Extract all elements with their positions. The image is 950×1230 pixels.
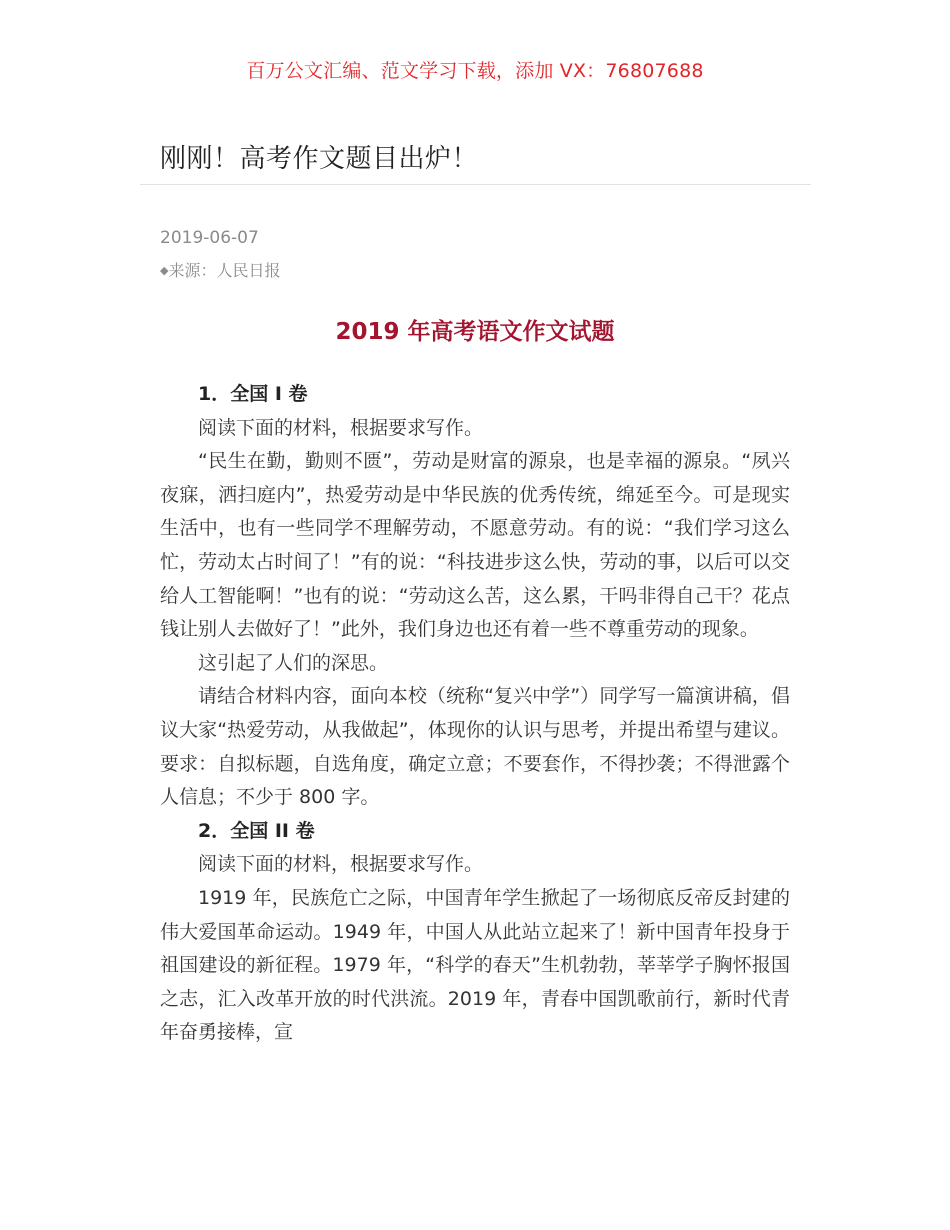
paragraph: 阅读下面的材料，根据要求写作。 bbox=[198, 416, 484, 439]
page-title: 刚刚！高考作文题目出炉！ bbox=[160, 144, 479, 174]
section-heading: 2019 年高考语文作文试题 bbox=[335, 319, 615, 345]
subheading-national-2: 2．全国 II 卷 bbox=[198, 819, 315, 842]
title-divider bbox=[140, 184, 811, 185]
paragraph: 1919 年，民族危亡之际，中国青年学生掀起了一场彻底反帝反封建的伟大爱国革命运动。1949 年，中国人从此站立起来了！新中国青年投身于祖国建设的新征程。1979 年，“科学的春天”生机勃勃，莘莘学子胸怀报国之志，汇入改革开放的时代洪流。2019 年，青春中国凯歌前行，新时代青年奋勇接棒，宣 bbox=[160, 886, 790, 1044]
paragraph: “民生在勤，勤则不匮”，劳动是财富的源泉，也是幸福的源泉。“夙兴夜寐，洒扫庭内”，热爱劳动是中华民族的优秀传统，绵延至今。可是现实生活中，也有一些同学不理解劳动，不愿意劳动。有的说：“我们学习这么忙，劳动太占时间了！”有的说：“科技进步这么快，劳动的事，以后可以交给人工智能啊！”也有的说：“劳动这么苦，这么累，干吗非得自己干？花点钱让别人去做好了！”此外，我们身边也还有着一些不尊重劳动的现象。 bbox=[160, 450, 790, 641]
paragraph: 这引起了人们的深思。 bbox=[198, 651, 389, 674]
paragraph: 请结合材料内容，面向本校（统称“复兴中学”）同学写一篇演讲稿，倡议大家“热爱劳动，从我做起”，体现你的认识与思考，并提出希望与建议。要求：自拟标题，自选角度，确定立意；不要套作，不得抄袭；不得泄露个人信息；不少于 800 字。 bbox=[160, 685, 790, 809]
paragraph: 阅读下面的材料，根据要求写作。 bbox=[198, 853, 484, 876]
source-line bbox=[160, 258, 280, 281]
article-body bbox=[160, 378, 790, 1050]
diamond-icon: ◆ bbox=[160, 264, 169, 277]
watermark-banner: 百万公文汇编、范文学习下载，添加 VX：76807688 bbox=[246, 60, 704, 82]
subheading-national-1: 1．全国 I 卷 bbox=[198, 383, 308, 405]
publish-date: 2019-06-07 bbox=[160, 228, 259, 248]
source-label: 来源：人民日报 bbox=[168, 261, 281, 280]
